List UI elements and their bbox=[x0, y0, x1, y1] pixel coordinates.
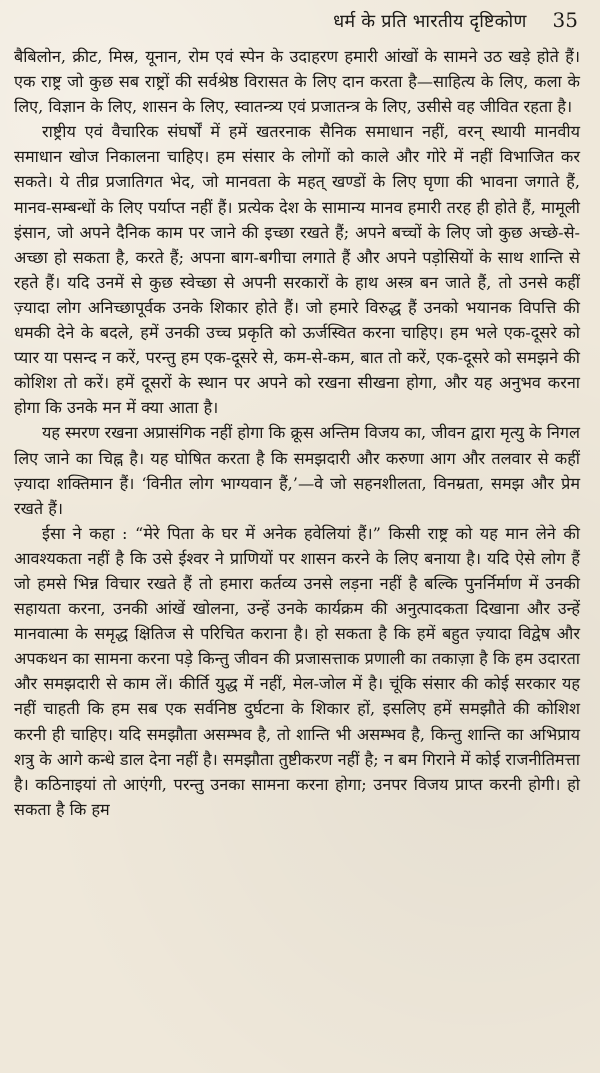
paragraph-4: ईसा ने कहा : “मेरे पिता के घर में अनेक हवेलियां हैं।” किसी राष्ट्र को यह मान लेने की आवश्यकता नहीं है कि उसे ईश्वर ने प्राणियों पर शासन करने के लिए बनाया है। यदि ऐसे लोग हैं जो हमसे भिन्न विचार रखते हैं तो हमारा कर्तव्य उनसे लड़ना नहीं है बल्कि पुनर्निर्माण में उनकी सहायता करना, उनकी आंखें खोलना, उन्हें उनके कार्यक्रम की अनुत्पादकता दिखाना और उन्हें मानवात्मा के समृद्ध क्षितिज से परिचित कराना है। हो सकता है कि हमें बहुत ज़्यादा विद्वेष और अपकथन का सामना करना पड़े किन्तु जीवन की प्रजासत्ताक प्रणाली का तकाज़ा है कि हम उदारता और समझदारी से काम लें। कीर्ति युद्ध में नहीं, मेल-जोल में है। चूंकि संसार की कोई सरकार यह नहीं चाहती कि हम सब एक सर्वनिष्ठ दुर्घटना के शिकार हों, इसलिए हमें समझौते की कोशिश करनी ही चाहिए। यदि समझौता असम्भव है, तो शान्ति भी असम्भव है, किन्तु शान्ति का अभिप्राय शत्रु के आगे कन्धे डाल देना नहीं है। समझौता तुष्टीकरण नहीं है; न बम गिराने में कोई राजनीतिमत्ता है। कठिनाइयां तो आएंगी, परन्तु उनका सामना करना होगा; उनपर विजय प्राप्त करनी होगी। हो सकता है कि हम bbox=[14, 523, 580, 819]
page-content bbox=[14, 44, 580, 822]
paragraph-2: राष्ट्रीय एवं वैचारिक संघर्षों में हमें खतरनाक सैनिक समाधान नहीं, वरन् स्थायी मानवीय समाधान खोज निकालना चाहिए। हम संसार के लोगों को काले और गोरे में नहीं विभाजित कर सकते। ये तीव्र प्रजातिगत भेद, जो मानवता के महत् खण्डों के लिए घृणा की भावना जगाते हैं, मानव-सम्बन्धों के लिए पर्याप्त नहीं हैं। प्रत्येक देश के सामान्य मानव हमारी तरह ही होते हैं, मामूली इंसान, जो अपने दैनिक काम पर जाने की इच्छा रखते हैं; अपने बच्चों के लिए जो कुछ अच्छे-से-अच्छा हो सकता है, करते हैं; अपना बाग-बगीचा लगाते हैं और अपने पड़ोसियों के साथ शान्ति से रहते हैं। यदि उनमें से कुछ स्वेच्छा से अपनी सरकारों के हाथ अस्त्र बन जाते हैं, तो उनसे कहीं ज़्यादा लोग अनिच्छापूर्वक उनके शिकार होते हैं। जो हमारे विरुद्ध हैं उनको भयानक विपत्ति की धमकी देने के बदले, हमें उनकी उच्च प्रकृति को ऊर्जस्वित करना चाहिए। हम भले एक-दूसरे को प्यार या पसन्द न करें, परन्तु हम एक-दूसरे से, कम-से-कम, बात तो करें, एक-दूसरे को समझने की कोशिश तो करें। हमें दूसरों के स्थान पर अपने को रखना सीखना होगा, और यह अनुभव करना होगा कि उनके मन में क्या आता है। bbox=[14, 122, 580, 418]
page-number: 35 bbox=[552, 8, 578, 32]
page-header bbox=[14, 8, 580, 44]
paragraph-3: यह स्मरण रखना अप्रासंगिक नहीं होगा कि क्रूस अन्तिम विजय का, जीवन द्वारा मृत्यु के निगल लिए जाने का चिह्न है। यह घोषित करता है कि समझदारी और करुणा आग और तलवार से कहीं ज़्यादा शक्तिमान हैं। ‘विनीत लोग भाग्यवान हैं,’—वे जो सहनशीलता, विनम्रता, समझ और प्रेम रखते हैं। bbox=[14, 423, 580, 518]
running-head: धर्म के प्रति भारतीय दृष्टिकोण bbox=[333, 11, 527, 32]
paragraph-1: बैबिलोन, क्रीट, मिस्र, यूनान, रोम एवं स्पेन के उदाहरण हमारी आंखों के सामने उठ खड़े होते हैं। एक राष्ट्र जो कुछ सब राष्ट्रों की सर्वश्रेष्ठ विरासत के लिए दान करता है—साहित्य के लिए, कला के लिए, विज्ञान के लिए, शासन के लिए, स्वातन्त्र्य एवं प्रजातन्त्र के लिए, उसीसे वह जीवित रहता है। bbox=[14, 47, 580, 117]
